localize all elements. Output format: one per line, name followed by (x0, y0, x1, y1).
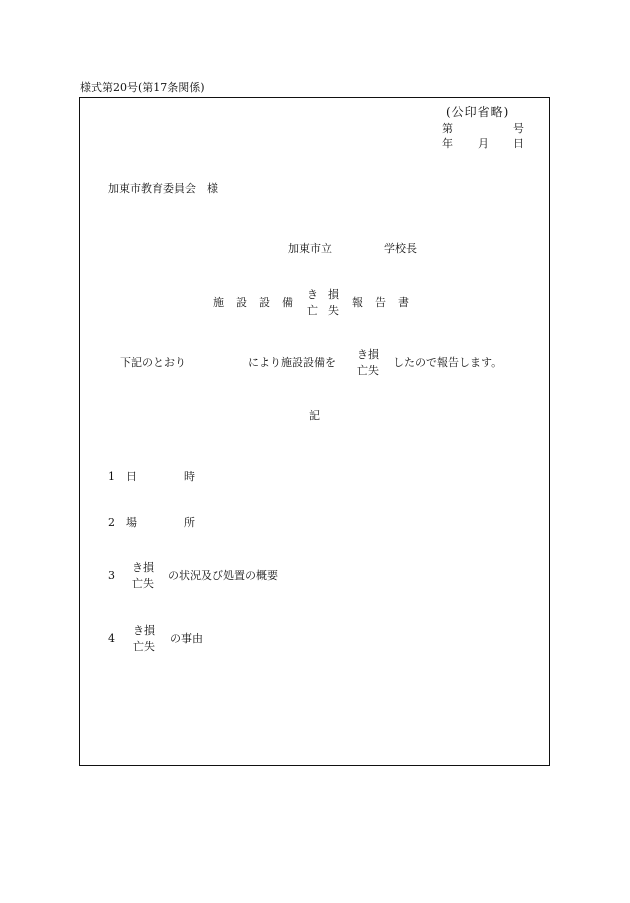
item-label-char: 場 (126, 516, 137, 529)
item-damage-loss-stack (133, 625, 155, 652)
title-stack-bottom-char: 失 (328, 304, 339, 317)
item-stack-top: き損 (133, 624, 155, 637)
item-number: 2 (108, 516, 115, 529)
body-damage-loss-stack (357, 349, 379, 376)
body-stack-bottom: 亡失 (357, 364, 379, 377)
title-stack-bottom-char: 亡 (307, 304, 318, 317)
title-char: 書 (398, 296, 409, 309)
title-char: 報 (352, 296, 363, 309)
body-text-before: 下記のとおり (120, 356, 186, 369)
item-damage-loss-stack (132, 562, 154, 589)
number-suffix: 号 (513, 122, 524, 135)
title-char: 設 (259, 296, 270, 309)
item-stack-bottom: 亡失 (132, 577, 154, 590)
ki-heading: 記 (309, 409, 320, 422)
title-char: 備 (282, 296, 293, 309)
body-text-middle: により施設設備を (248, 356, 336, 369)
item-label: の事由 (170, 632, 203, 645)
item-label: の状況及び処置の概要 (168, 569, 278, 582)
date-month: 月 (478, 137, 489, 150)
title-stack-top-char: き (307, 288, 318, 301)
item-number: 3 (108, 569, 115, 582)
title-char: 設 (236, 296, 247, 309)
title-char: 施 (213, 296, 224, 309)
item-number: 1 (108, 470, 115, 483)
body-stack-top: き損 (357, 348, 379, 361)
item-number: 4 (108, 632, 115, 645)
item-stack-top: き損 (132, 561, 154, 574)
report-form-frame (79, 97, 550, 766)
item-label-char: 日 (126, 470, 137, 483)
item-label-char: 時 (184, 470, 195, 483)
form-number-label: 様式第20号(第17条関係) (80, 81, 205, 94)
addressee: 加東市教育委員会 様 (108, 182, 218, 195)
number-prefix: 第 (442, 122, 453, 135)
seal-omitted-note: (公印省略) (446, 105, 510, 119)
title-stack-top-char: 損 (328, 288, 339, 301)
date-year: 年 (442, 137, 453, 150)
item-label-char: 所 (184, 516, 195, 529)
body-text-after: したので報告します。 (393, 356, 503, 369)
date-day: 日 (513, 137, 524, 150)
sender-city: 加東市立 (288, 242, 332, 255)
title-char: 告 (375, 296, 386, 309)
item-stack-bottom: 亡失 (133, 640, 155, 653)
sender-position: 学校長 (384, 242, 417, 255)
